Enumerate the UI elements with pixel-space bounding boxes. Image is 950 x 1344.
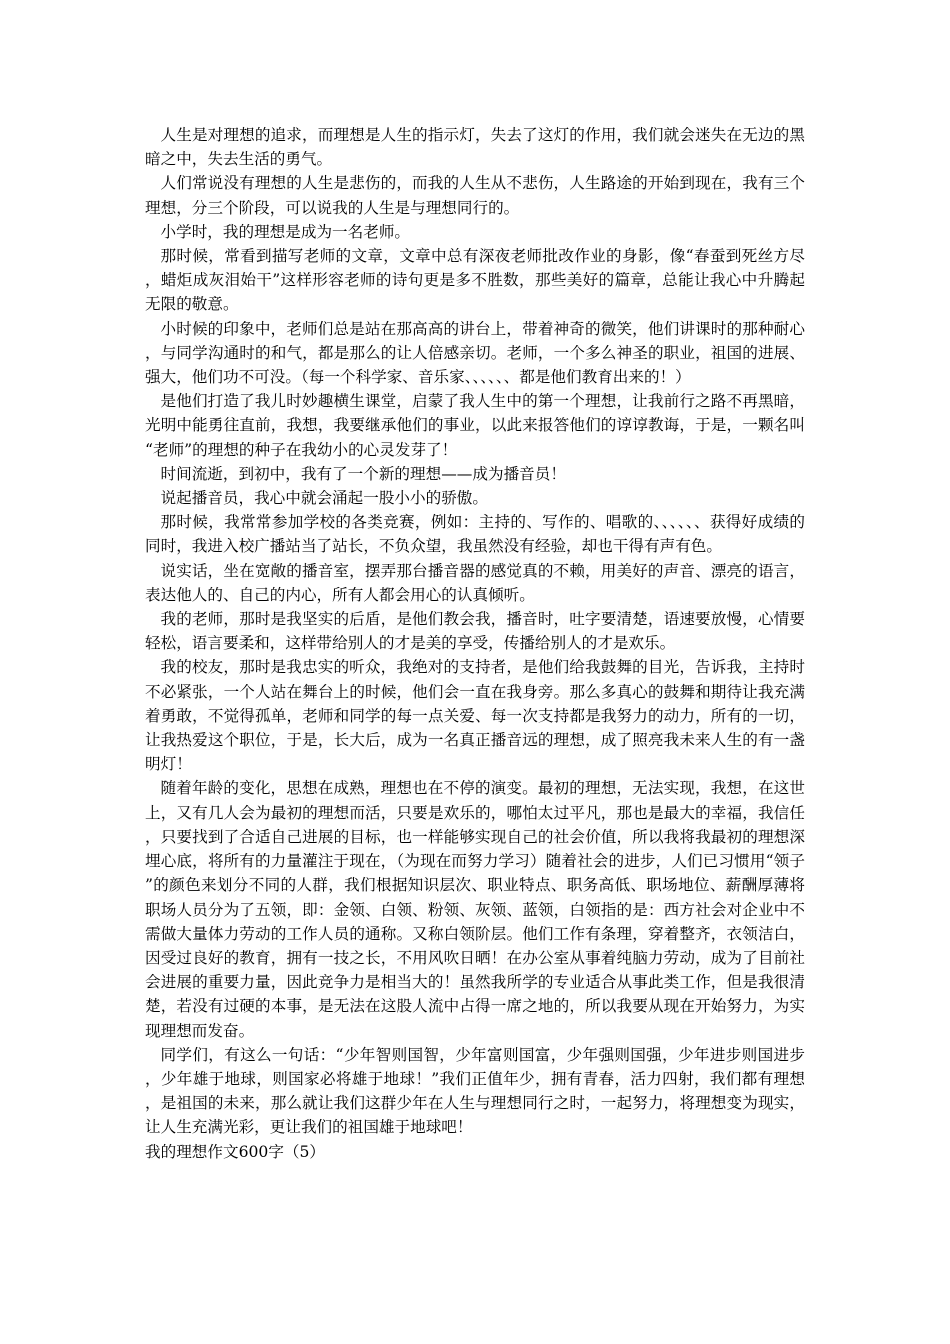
paragraph: 小学时，我的理想是成为一名老师。 [160,222,411,241]
document-body [145,123,805,1164]
paragraph: 小时候的印象中，老师们总是站在那高高的讲台上，带着神奇的微笑，他们讲课时的那种耐心，与同学沟通时的和气，都是那么的让人倍感亲切。老师，一个多么神圣的职业，祖国的进展、强大，他们功不可没。（每一个科学家、音乐家、、、、、、都是他们教育出来的！） [145,319,805,387]
paragraph: 人生是对理想的追求，而理想是人生的指示灯，失去了这灯的作用，我们就会迷失在无边的黑暗之中，失去生活的勇气。 [145,126,805,169]
paragraph: 那时候，常看到描写老师的文章，文章中总有深夜老师批改作业的身影，像“春蚕到死丝方尽，蜡炬成灰泪始干”这样形容老师的诗句更是多不胜数，那些美好的篇章，总能让我心中升腾起无限的敬意。 [145,247,805,314]
paragraph: 说实话，坐在宽敞的播音室，摆弄那台播音器的感觉真的不赖，用美好的声音、漂亮的语言，表达他人的、自己的内心，所有人都会用心的认真倾听。 [145,561,805,604]
paragraph: 我的老师，那时是我坚实的后盾，是他们教会我，播音时，吐字要清楚，语速要放慢，心情要轻松，语言要柔和，这样带给别人的才是美的享受，传播给别人的才是欢乐。 [145,610,805,653]
paragraph: 时间流逝，到初中，我有了一个新的理想——成为播音员！ [160,464,566,483]
paragraph: 说起播音员，我心中就会涌起一股小小的骄傲。 [160,489,488,508]
paragraph: 人们常说没有理想的人生是悲伤的，而我的人生从不悲伤，人生路途的开始到现在，我有三个理想，分三个阶段，可以说我的人生是与理想同行的。 [145,174,805,217]
next-essay-heading: 我的理想作文600字（5） [145,1142,326,1161]
paragraph: 那时候，我常常参加学校的各类竞赛，例如：主持的、写作的、唱歌的、、、、、、获得好成绩的同时，我进入校广播站当了站长，不负众望，我虽然没有经验，却也干得有声有色。 [145,513,805,556]
paragraph: 同学们，有这么一句话：“少年智则国智，少年富则国富，少年强则国强，少年进步则国进步，少年雄于地球，则国家必将雄于地球！”我们正值年少，拥有青春，活力四射，我们都有理想，是祖国的未来，那么就让我们这群少年在人生与理想同行之时，一起努力，将理想变为现实，让人生充满光彩，更让我们的祖国雄于地球吧！ [145,1045,805,1137]
paragraph: 是他们打造了我儿时妙趣横生课堂，启蒙了我人生中的第一个理想，让我前行之路不再黑暗，光明中能勇往直前，我想，我要继承他们的事业，以此来报答他们的谆谆教诲，于是，一颗名叫“老师”的理想的种子在我幼小的心灵发芽了！ [145,392,805,459]
paragraph: 随着年龄的变化，思想在成熟，理想也在不停的演变。最初的理想，无法实现，我想，在这世上，又有几人会为最初的理想而活，只要是欢乐的，哪怕太过平凡，那也是最大的幸福，我信任，只要找到了合适自己进展的目标，也一样能够实现自己的社会价值，所以我将我最初的理想深埋心底，将所有的力量灌注于现在，（为现在而努力学习）随着社会的进步，人们已习惯用“领子”的颜色来划分不同的人群，我们根据知识层次、职业特点、职务高低、职场地位、薪酬厚薄将职场人员分为了五领，即：金领、白领、粉领、灰领、蓝领，白领指的是：西方社会对企业中不需做大量体力劳动的工作人员的通称。又称白领阶层。他们工作有条理，穿着整齐，衣领洁白，因受过良好的教育，拥有一技之长，不用风吹日晒！在办公室从事着纯脑力劳动，成为了目前社会进展的重要力量，因此竞争力是相当大的！虽然我所学的专业适合从事此类工作，但是我很清楚，若没有过硬的本事，是无法在这股人流中占得一席之地的，所以我要从现在开始努力，为实现理想而发奋。 [145,779,805,1040]
paragraph: 我的校友，那时是我忠实的听众，我绝对的支持者，是他们给我鼓舞的目光，告诉我，主持时不必紧张，一个人站在舞台上的时候，他们会一直在我身旁。那么多真心的鼓舞和期待让我充满着勇敢，不觉得孤单，老师和同学的每一点关爱、每一次支持都是我努力的动力，所有的一切，让我热爱这个职位，于是，长大后，成为一名真正播音远的理想，成了照亮我未来人生的有一盏明灯！ [145,658,805,774]
